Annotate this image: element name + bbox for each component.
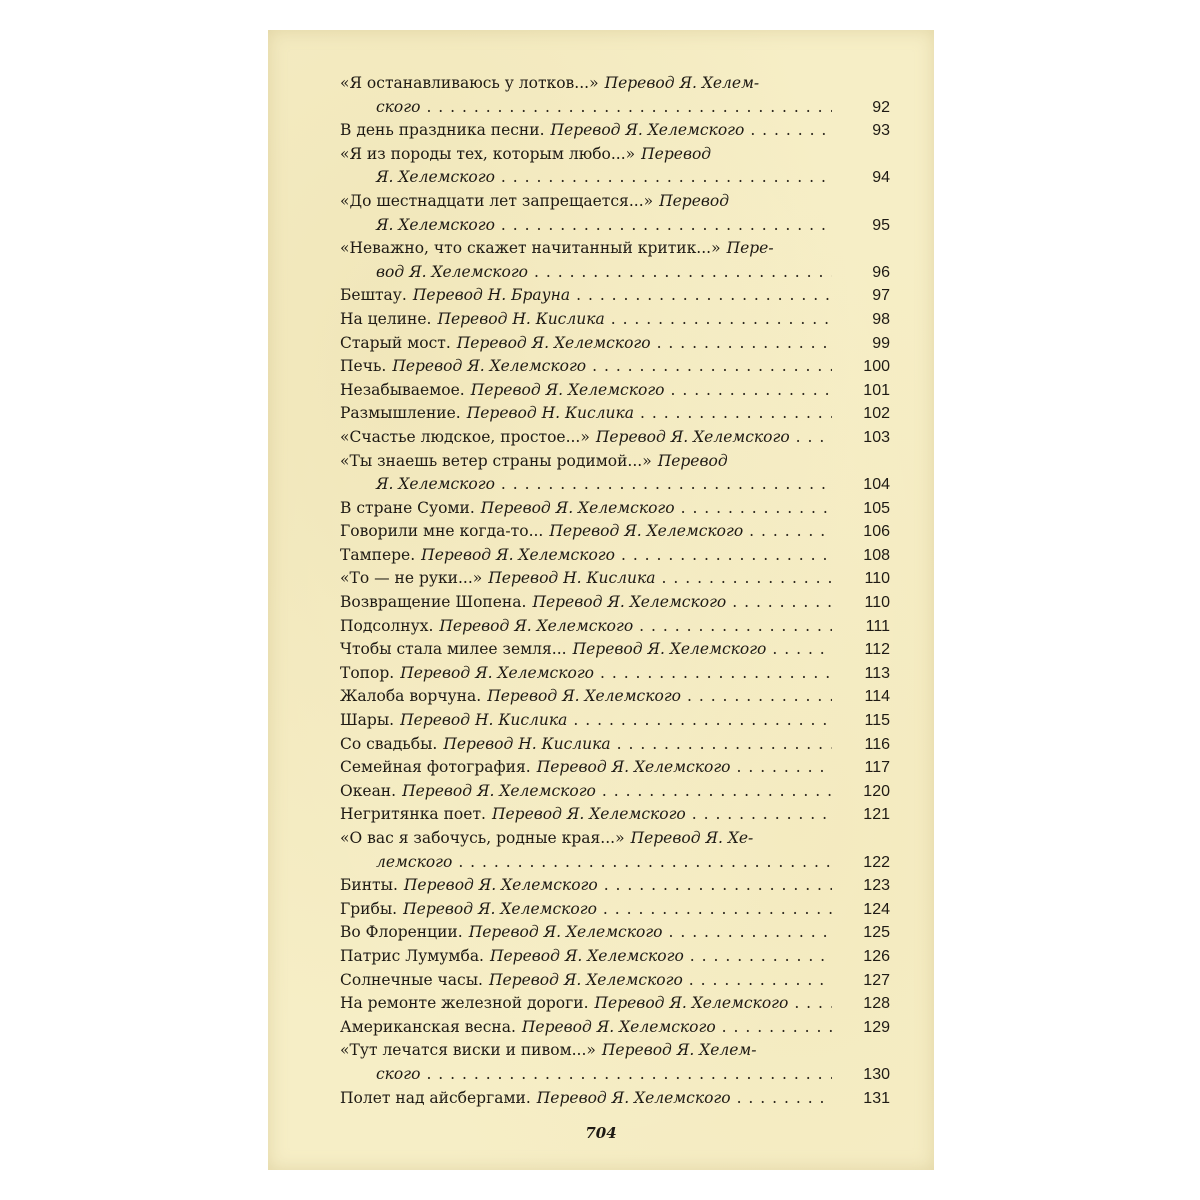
toc-entry-line — [340, 544, 832, 568]
entry-page-number: 122 — [863, 853, 890, 871]
entry-translator: ского — [376, 1064, 421, 1083]
entry-page-number: 121 — [863, 806, 890, 824]
toc-entry-line — [340, 733, 832, 757]
dot-leader — [501, 214, 832, 238]
entry-title: В стране Суоми. — [340, 498, 475, 517]
entry-title: «То — не руки...» — [340, 569, 483, 588]
toc-entry — [340, 780, 890, 804]
dot-leader — [690, 945, 832, 969]
toc-entry-line — [340, 520, 832, 544]
entry-page-number: 108 — [863, 546, 890, 564]
dot-leader — [668, 921, 832, 945]
entry-page-number: 113 — [864, 664, 890, 682]
dot-leader — [426, 96, 832, 120]
toc-entry — [340, 662, 890, 686]
entry-translator: Перевод Я. Хелемского — [402, 781, 596, 800]
toc-entry — [340, 1087, 890, 1111]
toc-entry-line — [340, 567, 832, 591]
entry-translator: Я. Хелемского — [376, 475, 495, 494]
toc-entry-line — [340, 450, 832, 474]
entry-page-number: 101 — [863, 381, 890, 399]
entry-page-number: 97 — [872, 287, 890, 305]
toc-entry-line — [340, 284, 832, 308]
entry-page-number: 104 — [863, 476, 890, 494]
entry-title: Американская весна. — [340, 1017, 516, 1036]
entry-translator: Я. Хелемского — [376, 168, 495, 187]
book-page — [268, 30, 934, 1170]
entry-translator: Перевод Я. Хелемского — [536, 758, 731, 777]
entry-title: Грибы. — [340, 899, 398, 918]
entry-title: Во Флоренции. — [340, 923, 463, 942]
entry-title: Бештау. — [340, 286, 407, 305]
dot-leader — [689, 969, 832, 993]
dot-leader — [617, 733, 832, 757]
entry-translator: Перевод Я. Хелемского — [392, 357, 587, 376]
entry-title: Жалоба ворчуна. — [340, 687, 482, 706]
entry-title: Шары. — [340, 711, 395, 730]
entry-title: Патрис Лумумба. — [340, 946, 484, 965]
entry-page-number: 99 — [872, 334, 890, 352]
toc-entry — [340, 520, 890, 544]
entry-title: Топор. — [340, 663, 395, 682]
entry-title: «Неважно, что скажет начитанный критик...» — [340, 239, 721, 258]
entry-page-number: 128 — [863, 995, 890, 1013]
toc-entry-line — [340, 214, 832, 238]
entry-translator: Перевод Я. Хелемского — [480, 498, 675, 517]
toc-entry — [340, 237, 890, 284]
toc-entry-line — [340, 332, 832, 356]
toc-entry-line — [340, 96, 832, 120]
toc-entry-line — [340, 1087, 832, 1111]
dot-leader — [604, 874, 832, 898]
toc-entry-line — [340, 851, 832, 875]
entry-title: Со свадьбы. — [340, 734, 438, 753]
toc-entry-line — [340, 969, 832, 993]
entry-page-number: 131 — [863, 1089, 890, 1107]
entry-page-number: 112 — [864, 641, 890, 659]
toc-entry — [340, 638, 890, 662]
entry-title: Размышление. — [340, 404, 461, 423]
entry-page-number: 93 — [872, 122, 890, 140]
toc-entry-line — [340, 898, 832, 922]
toc-entry — [340, 308, 890, 332]
toc-entry — [340, 874, 890, 898]
toc-entry — [340, 143, 890, 190]
dot-leader — [501, 473, 832, 497]
entry-title: Солнечные часы. — [340, 970, 483, 989]
toc-entry-line — [340, 237, 832, 261]
page-number-folio: 704 — [585, 1124, 617, 1142]
toc-entry-line — [340, 803, 832, 827]
dot-leader — [611, 308, 832, 332]
entry-page-number: 98 — [872, 310, 890, 328]
toc-entry — [340, 497, 890, 521]
entry-translator: Перевод Я. Хелемского — [400, 663, 594, 682]
toc-entry — [340, 709, 890, 733]
toc-entry — [340, 733, 890, 757]
toc-entry-line — [340, 756, 832, 780]
toc-entry-line — [340, 709, 832, 733]
dot-leader — [600, 662, 832, 686]
toc-entry-line — [340, 1039, 832, 1063]
entry-title: «Я останавливаюсь у лотков...» — [340, 74, 599, 92]
dot-leader — [737, 756, 833, 780]
dot-leader — [749, 520, 832, 544]
entry-page-number: 120 — [863, 782, 890, 800]
entry-translator: Перевод Я. Хелемского — [421, 545, 615, 564]
entry-page-number: 95 — [872, 216, 890, 234]
toc-entry — [340, 992, 890, 1016]
dot-leader — [722, 1016, 832, 1040]
entry-page-number: 111 — [865, 617, 890, 635]
entry-translator: Перевод Н. Кислика — [443, 734, 611, 753]
toc-entry — [340, 756, 890, 780]
entry-page-number: 96 — [872, 263, 890, 281]
entry-title: Печь. — [340, 357, 387, 376]
toc-entry-line — [340, 426, 832, 450]
entry-translator: Перевод Я. Хелемского — [549, 522, 744, 541]
entry-page-number: 103 — [863, 428, 890, 446]
dot-leader — [662, 567, 832, 591]
entry-translator: Перевод Я. Хе- — [630, 829, 754, 847]
entry-page-number: 123 — [863, 877, 890, 895]
entry-translator: Перевод Я. Хелемского — [403, 899, 597, 918]
toc-entry — [340, 72, 890, 119]
toc-entry-line — [340, 945, 832, 969]
toc-entry — [340, 355, 890, 379]
toc-entry-line — [340, 497, 832, 521]
dot-leader — [426, 1063, 832, 1087]
dot-leader — [458, 851, 832, 875]
toc-entry — [340, 803, 890, 827]
toc-entry — [340, 544, 890, 568]
entry-translator: Перевод Я. Хелемского — [403, 876, 598, 895]
dot-leader — [687, 685, 832, 709]
toc-entry-line — [340, 190, 832, 214]
dot-leader — [621, 544, 832, 568]
entry-title: Возвращение Шопена. — [340, 593, 527, 612]
entry-translator: ского — [376, 97, 421, 116]
entry-page-number: 92 — [872, 98, 890, 116]
toc-entry-line — [340, 119, 832, 143]
dot-leader — [681, 497, 832, 521]
entry-translator: Перевод Я. Хелемского — [521, 1017, 716, 1036]
entry-translator: лемского — [376, 852, 453, 871]
toc-entry-line — [340, 379, 832, 403]
toc-entry-line — [340, 402, 832, 426]
toc-entry — [340, 685, 890, 709]
dot-leader — [573, 709, 832, 733]
entry-translator: Перевод Я. Хелемского — [491, 805, 686, 824]
entry-title: Негритянка поет. — [340, 805, 486, 824]
entry-title: Семейная фотография. — [340, 758, 531, 777]
entry-page-number: 106 — [863, 523, 890, 541]
entry-page-number: 130 — [863, 1065, 890, 1083]
entry-page-number: 114 — [864, 688, 890, 706]
toc-entry-line — [340, 591, 832, 615]
entry-title: «Счастье людское, простое...» — [340, 427, 590, 446]
dot-leader — [732, 591, 832, 615]
entry-page-number: 100 — [863, 358, 890, 376]
entry-translator: Перевод Я. Хелемского — [489, 970, 683, 989]
dot-leader — [737, 1087, 832, 1111]
entry-page-number: 116 — [864, 735, 890, 753]
toc-entry-line — [340, 166, 832, 190]
toc-entry-line — [340, 638, 832, 662]
entry-title: «Я из породы тех, которым любо...» — [340, 144, 636, 163]
entry-page-number: 125 — [863, 924, 890, 942]
entry-title: Говорили мне когда-то... — [340, 522, 544, 541]
entry-translator: Перевод Я. Хелем- — [604, 74, 760, 92]
entry-translator: Я. Хелемского — [376, 215, 495, 234]
entry-translator: Пере- — [726, 239, 774, 258]
toc-entry-line — [340, 780, 832, 804]
entry-page-number: 126 — [863, 947, 890, 965]
entry-translator: Перевод Я. Хелемского — [439, 616, 634, 635]
entry-translator: Перевод Я. Хелемского — [536, 1088, 731, 1107]
dot-leader — [602, 780, 832, 804]
entry-title: «О вас я забочусь, родные края...» — [340, 829, 625, 847]
entry-title: Чтобы стала милее земля... — [340, 640, 567, 659]
entry-page-number: 110 — [864, 570, 890, 588]
entry-page-number: 115 — [864, 712, 890, 730]
entry-translator: Перевод Я. Хелемского — [550, 121, 745, 140]
entry-title: Незабываемое. — [340, 380, 465, 399]
entry-translator: Перевод Н. Кислика — [488, 569, 656, 588]
dot-leader — [603, 898, 832, 922]
toc-entry — [340, 379, 890, 403]
entry-title: Полет над айсбергами. — [340, 1088, 531, 1107]
entry-page-number: 102 — [863, 405, 890, 423]
entry-title: Старый мост. — [340, 333, 451, 352]
entry-page-number: 117 — [864, 759, 890, 777]
entry-translator: Перевод Я. Хелемского — [594, 994, 789, 1013]
toc-entry-line — [340, 1063, 832, 1087]
toc-entry-line — [340, 615, 832, 639]
entry-translator: Перевод Н. Брауна — [412, 286, 571, 305]
entry-page-number: 124 — [863, 900, 890, 918]
entry-translator: Перевод Я. Хелемского — [470, 380, 665, 399]
entry-page-number: 110 — [864, 594, 890, 612]
dot-leader — [657, 332, 832, 356]
toc-entry — [340, 1016, 890, 1040]
toc-entry — [340, 332, 890, 356]
entry-title: Подсолнух. — [340, 616, 434, 635]
table-of-contents — [340, 72, 890, 1110]
dot-leader — [534, 261, 832, 285]
toc-entry-line — [340, 473, 832, 497]
toc-entry — [340, 450, 890, 497]
entry-translator: Перевод Я. Хелемского — [489, 946, 684, 965]
entry-translator: Перевод Я. Хелемского — [532, 593, 727, 612]
entry-translator: Перевод Н. Кислика — [466, 404, 634, 423]
toc-entry — [340, 190, 890, 237]
toc-entry-line — [340, 662, 832, 686]
entry-title: Океан. — [340, 781, 397, 800]
toc-entry-line — [340, 72, 832, 96]
entry-title: На целине. — [340, 309, 432, 328]
entry-title: В день праздника песни. — [340, 121, 545, 140]
toc-entry-line — [340, 827, 832, 851]
entry-translator: Перевод — [641, 144, 712, 163]
toc-entry — [340, 827, 890, 874]
toc-entry-line — [340, 143, 832, 167]
toc-entry-line — [340, 261, 832, 285]
entry-title: Бинты. — [340, 876, 398, 895]
dot-leader — [639, 615, 832, 639]
entry-page-number: 105 — [863, 499, 890, 517]
dot-leader — [794, 992, 832, 1016]
entry-title: «Ты знаешь ветер страны родимой...» — [340, 451, 652, 470]
dot-leader — [670, 379, 832, 403]
dot-leader — [796, 426, 832, 450]
entry-page-number: 127 — [863, 971, 890, 989]
toc-entry — [340, 284, 890, 308]
toc-entry — [340, 921, 890, 945]
entry-translator: вод Я. Хелемского — [376, 262, 529, 281]
entry-translator: Перевод Я. Хелемского — [572, 640, 767, 659]
dot-leader — [692, 803, 832, 827]
dot-leader — [501, 166, 832, 190]
entry-page-number: 129 — [863, 1018, 890, 1036]
entry-page-number: 94 — [872, 169, 890, 187]
toc-entry-line — [340, 355, 832, 379]
toc-entry — [340, 119, 890, 143]
toc-entry-line — [340, 308, 832, 332]
entry-translator: Перевод Я. Хелемского — [468, 923, 663, 942]
dot-leader — [750, 119, 832, 143]
toc-entry — [340, 969, 890, 993]
toc-entry — [340, 615, 890, 639]
entry-title: Тампере. — [340, 545, 416, 564]
toc-entry — [340, 402, 890, 426]
toc-entry — [340, 898, 890, 922]
toc-entry-line — [340, 874, 832, 898]
toc-entry — [340, 945, 890, 969]
dot-leader — [576, 284, 832, 308]
toc-entry — [340, 567, 890, 591]
dot-leader — [592, 355, 832, 379]
entry-translator: Перевод Н. Кислика — [437, 309, 605, 328]
toc-entry-line — [340, 921, 832, 945]
toc-entry — [340, 591, 890, 615]
toc-entry-line — [340, 685, 832, 709]
entry-translator: Перевод — [657, 451, 728, 470]
entry-title: «Тут лечатся виски и пивом...» — [340, 1041, 596, 1060]
entry-translator: Перевод Я. Хелемского — [487, 687, 681, 706]
toc-entry-line — [340, 1016, 832, 1040]
entry-translator: Перевод Н. Кислика — [400, 711, 568, 730]
toc-entry — [340, 1039, 890, 1086]
entry-title: На ремонте железной дороги. — [340, 994, 589, 1013]
entry-translator: Перевод Я. Хелемского — [595, 427, 790, 446]
dot-leader — [640, 402, 832, 426]
entry-title: «До шестнадцати лет запрещается...» — [340, 191, 654, 210]
dot-leader — [772, 638, 832, 662]
toc-entry-line — [340, 992, 832, 1016]
toc-entry — [340, 426, 890, 450]
entry-translator: Перевод Я. Хелем- — [601, 1041, 757, 1060]
entry-translator: Перевод — [659, 191, 730, 210]
entry-translator: Перевод Я. Хелемского — [456, 333, 651, 352]
